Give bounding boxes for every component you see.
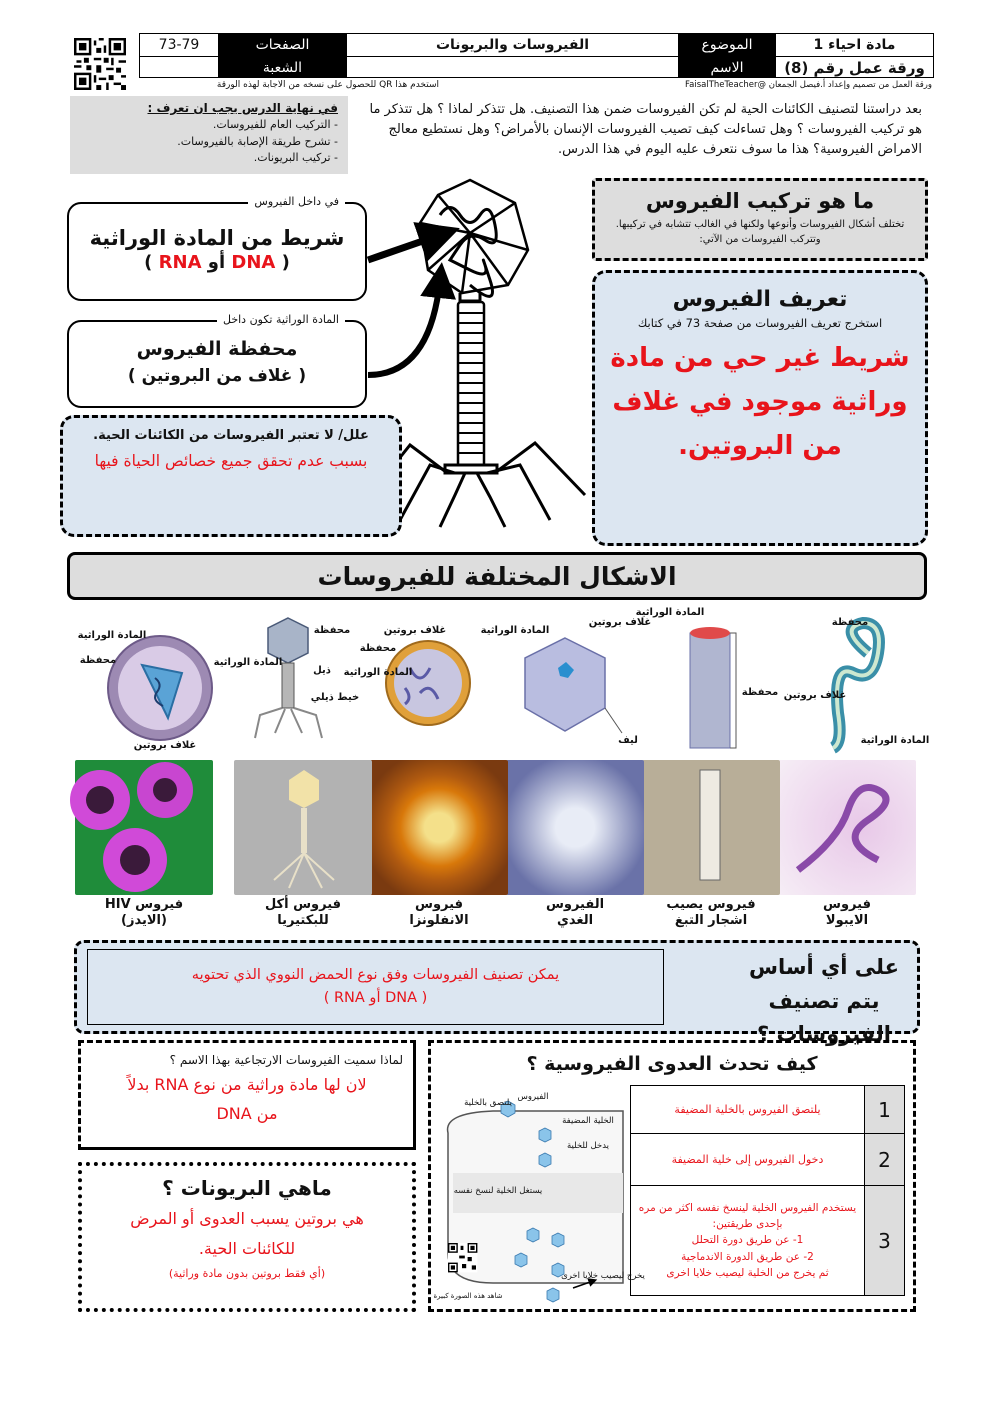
adenovirus-diagram-icon [481, 617, 652, 746]
step-number: 3 [865, 1186, 905, 1296]
svg-text:محفظة: محفظة [359, 643, 397, 654]
dna-label: DNA [231, 252, 276, 273]
structure-text: تختلف أشكال الفيروسات وأنوعها ولكنها في الغالب تتشابه في تركيبها. وتتركب الفيروسات من الآتي: [615, 219, 905, 245]
svg-text:المادة الوراثية: المادة الوراثية [343, 667, 413, 678]
step-number: 2 [865, 1134, 905, 1186]
svg-text:محفظة: محفظة [831, 617, 869, 628]
credit-note: ورقة العمل من تصميم وإعداد أ.فيصل الجمعان @FaisalTheTeacher [685, 80, 932, 90]
qr-code-icon [448, 1243, 477, 1272]
prions-answer: هي بروتين يسبب العدوى أو المرض للكائنات الحية. [130, 1209, 364, 1259]
photo-caption: الفيروس الغدي [545, 897, 605, 929]
photo-caption: فيروس الايبولا [823, 897, 871, 929]
intro-text: بعد دراستنا لتصنيف الكائنات الحية لم تكن الفيروسات ضمن هذا التصنيف. هل تتذكر لماذا ؟ هل تتذكر ما هو تركيب الفيروسات ؟ وهل تساءلت كيف تصيب الفيروسات الإنسان بالأمراض؟ وهل نستطيع معالج الامراض الفيروسية؟ هذا ما سوف نتعرف عليه اليوم في هذا الدرس. [369, 102, 922, 158]
svg-text:ذيل: ذيل [313, 665, 331, 676]
adenovirus-photo [506, 760, 644, 895]
retro-box [78, 1040, 416, 1150]
structure-box [592, 178, 928, 261]
infection-box [428, 1040, 916, 1312]
ebola-photo [778, 760, 916, 895]
inside-chip: في داخل الفيروس [248, 195, 345, 208]
retro-answer: لان لها مادة وراثية من نوع RNA بدلاً من DNA [127, 1075, 367, 1123]
reason-question: علل/ لا تعتبر الفيروسات من الكائنات الحية. [93, 428, 369, 443]
name-label: الاسم [678, 57, 775, 78]
svg-text:المادة الوراثية: المادة الوراثية [213, 657, 283, 668]
svg-text:المادة الوراثية: المادة الوراثية [480, 625, 550, 636]
svg-text:المادة الوراثية: المادة الوراثية [635, 607, 705, 618]
reason-answer: بسبب عدم تحقق جميع خصائص الحياة فيها [94, 452, 368, 470]
capsid-label: محفظة [79, 655, 117, 666]
topic-label: الموضوع [678, 34, 775, 56]
influenza-diagram-icon [344, 625, 470, 725]
inside-line1: شريط من المادة الوراثية [89, 226, 345, 250]
photo-caption: فيروس الانفلونزا [409, 897, 469, 929]
diagram-attach: يلتصق بالخلية [464, 1098, 512, 1108]
pages-value: 73-79 [158, 37, 200, 53]
arrow-icon [360, 210, 460, 390]
definition-answer: شريط غير حي من مادة وراثية موجود في غلاف من البروتين. [610, 343, 910, 462]
definition-box [592, 270, 928, 546]
svg-text:محفظة: محفظة [741, 687, 779, 698]
diagram-host: الخلية المضيفة [562, 1116, 614, 1126]
virus-shapes-diagram [60, 603, 930, 755]
step-text: يستخدم الفيروس الخلية لينسخ نفسه اكثر من مره بإحدى طريقتين: 1- عن طريق دورة التحلل 2- عن طريق الدورة الاندماجية ثم يخرج من الخلية ليصيب خلايا اخرى [631, 1186, 865, 1296]
inside-line2: ( DNA أو RNA ) [144, 252, 290, 273]
section-field[interactable] [140, 57, 218, 78]
objective-item: - تشرح طريقة الإصابة بالفيروسات. [177, 134, 338, 148]
diagram-use: يستغل الخلية لنسخ نفسه [453, 1186, 543, 1196]
definition-hint: استخرج تعريف الفيروسات من صفحة 73 في كتابك [637, 316, 883, 330]
objective-item: - تركيب البريونات. [253, 151, 338, 164]
infection-diagram [433, 1092, 645, 1308]
influenza-photo [370, 760, 508, 895]
phage-diagram-icon [214, 618, 360, 738]
steps-table [630, 1085, 905, 1296]
svg-text:غلاف بروتين: غلاف بروتين [783, 690, 847, 701]
tobacco-mosaic-diagram-icon [636, 607, 779, 748]
svg-text:ليف: ليف [618, 735, 638, 746]
step-text: دخول الفيروس إلى خلية المضيفة [631, 1134, 865, 1186]
qr-code-icon[interactable] [74, 38, 126, 90]
capsid-line1: محفظة الفيروس [136, 338, 298, 360]
name-field[interactable] [346, 57, 678, 78]
diagram-enter: يدخل للخلية [566, 1141, 610, 1151]
diagram-exit: يخرج ليصيب خلايا اخرى [561, 1271, 645, 1281]
genetic-label: المادة الوراثية [77, 630, 147, 641]
hiv-photo [75, 760, 213, 895]
classification-box [74, 940, 920, 1047]
section-label: الشعبة [218, 57, 346, 78]
objective-item: - التركيب العام للفيروسات. [212, 118, 338, 131]
classification-answer: يمكن تصنيف الفيروسات وفق نوع الحمض النووي الذي تحتويه ( DNA أو RNA ) [87, 949, 664, 1025]
photo-caption: فيروس HIV (الايدز) [104, 897, 184, 929]
shapes-banner: الاشكال المختلفة للفيروسات [67, 552, 927, 600]
diagram-virus: الفيروس [517, 1092, 549, 1102]
pages-label: الصفحات [218, 34, 346, 56]
qr-note: استخدم هذا QR للحصول على نسخه من الاجابة لهذه الورقة [216, 80, 439, 90]
definition-title: تعريف الفيروس [672, 287, 848, 312]
ebola-diagram-icon [784, 617, 930, 748]
phage-photo [234, 760, 372, 895]
capsid-chip: المادة الوراثية تكون داخل [217, 313, 345, 326]
photo-caption: فيروس أكل للبكتيريا [264, 897, 342, 929]
inside-virus-box [67, 195, 367, 301]
capsid-box [67, 313, 367, 408]
prions-box [78, 1162, 416, 1312]
header-table [139, 33, 934, 78]
tobacco-photo [642, 760, 780, 895]
envelope-label: غلاف بروتين [133, 740, 197, 751]
structure-title: ما هو تركيب الفيروس [645, 189, 875, 213]
svg-text:المادة الوراثية: المادة الوراثية [860, 735, 930, 746]
hiv-diagram-icon [78, 630, 212, 751]
retro-question: لماذا سميت الفيروسات الارتجاعية بهذا الاسم ؟ [169, 1053, 403, 1067]
subject-label: مادة احياء 1 [775, 34, 933, 56]
svg-text:غلاف بروتين: غلاف بروتين [383, 625, 447, 636]
topic-value: الفيروسات والبريونات [346, 34, 678, 56]
infection-title: كيف تحدث العدوى الفيروسية ؟ [526, 1053, 818, 1075]
svg-text:خيط ذيلي: خيط ذيلي [310, 692, 360, 703]
prions-title: ماهي البريونات ؟ [162, 1176, 332, 1200]
svg-text:محفظة: محفظة [313, 625, 351, 636]
diagram-qr-note: شاهد هذه الصورة كبيرة [433, 1292, 503, 1300]
objectives-title: في نهاية الدرس يجب ان تعرف : [147, 101, 338, 115]
reason-box [60, 415, 402, 537]
step-text: يلتصق الفيروس بالخلية المضيفة [631, 1086, 865, 1134]
capsid-line2: ( غلاف من البروتين ) [127, 366, 307, 386]
classification-question: على أي أساس يتم تصنيف الفيروسات ؟ [749, 955, 899, 1047]
prions-note: (أي فقط بروتين بدون مادة وراثية) [168, 1266, 326, 1280]
worksheet-number: ورقة عمل رقم (8) [775, 57, 933, 78]
svg-text:غلاف بروتين: غلاف بروتين [588, 617, 652, 628]
rna-label: RNA [158, 252, 202, 273]
photo-caption: فيروس يصيب اشجار التبغ [666, 897, 756, 929]
objectives-box [70, 96, 348, 174]
step-number: 1 [865, 1086, 905, 1134]
